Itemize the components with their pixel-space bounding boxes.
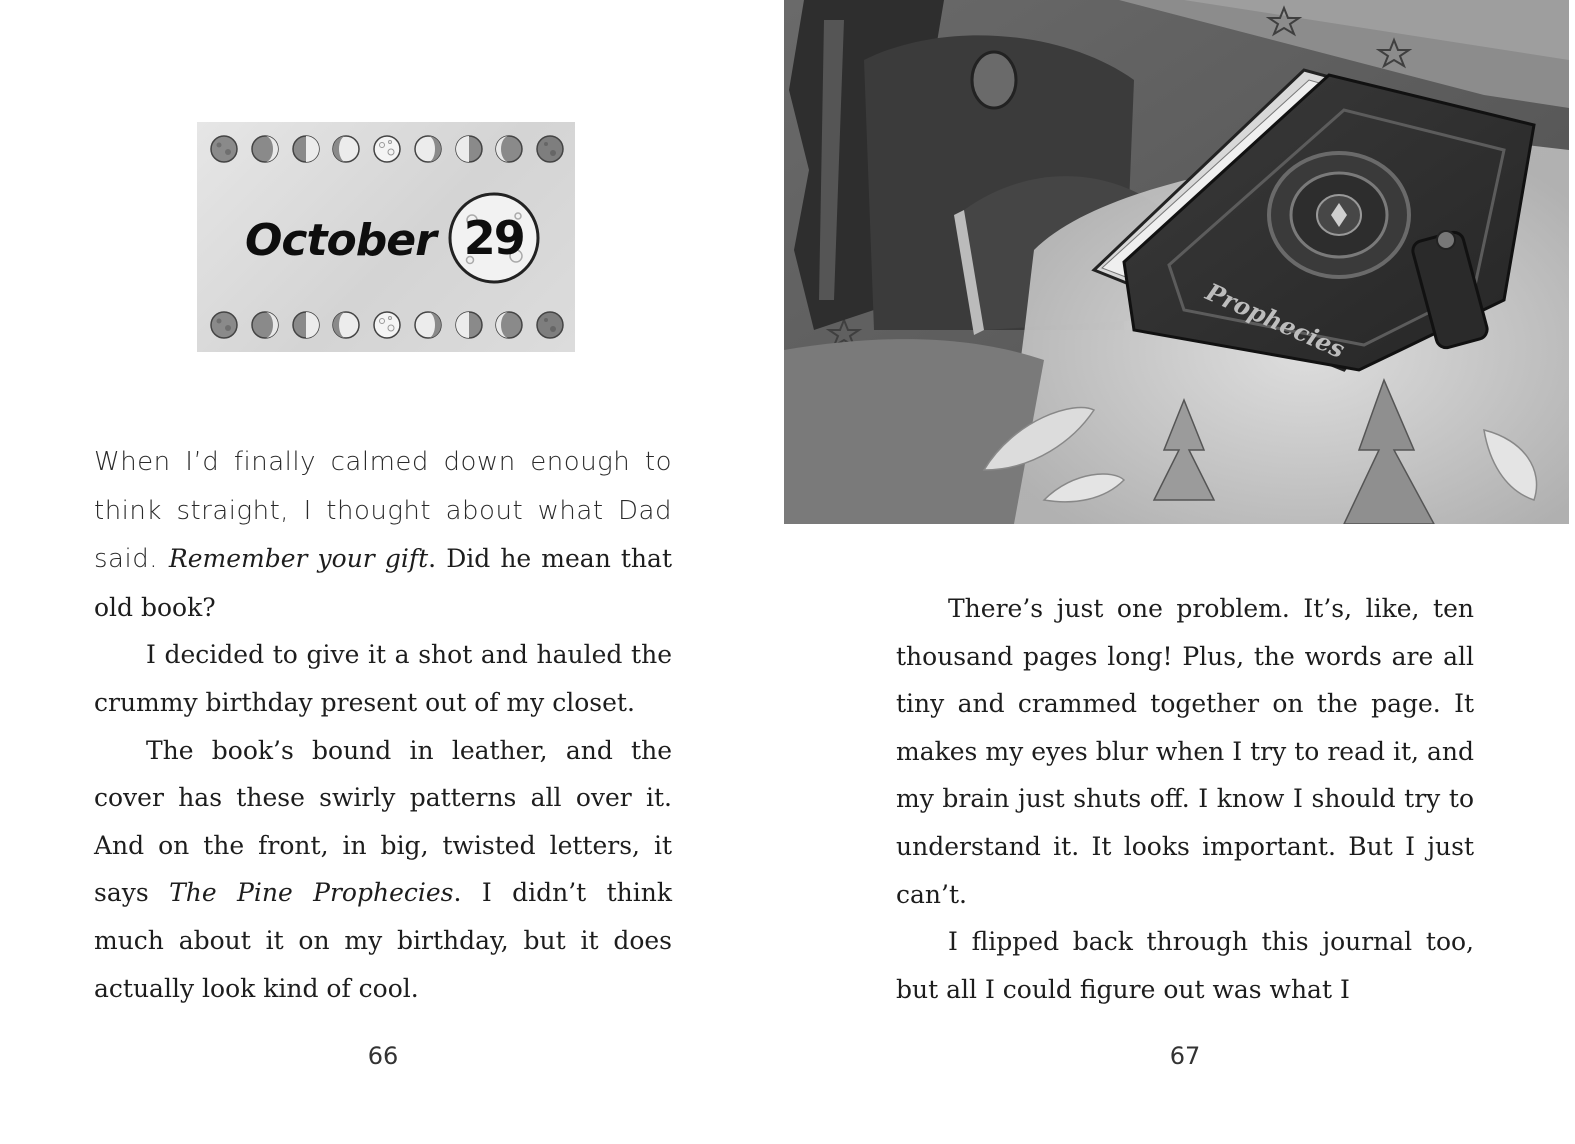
paragraph: I decided to give it a shot and hauled the crummy birthday present out of my closet. bbox=[94, 640, 672, 717]
paragraph bbox=[94, 727, 672, 1013]
paragraph: I flipped back through this journal too, but all I could figure out was what I bbox=[896, 927, 1474, 1004]
illustration-art bbox=[784, 0, 1569, 524]
full-moon-icon bbox=[372, 310, 402, 340]
right-page-body bbox=[896, 585, 1474, 1013]
date-card bbox=[197, 122, 575, 352]
waxing-gibbous-moon-icon bbox=[331, 310, 361, 340]
moon-phase-row-bottom bbox=[209, 308, 565, 342]
new-moon-icon bbox=[209, 134, 239, 164]
paragraph-text: The book’s bound in leather, and the cover has these swirly patterns all over it. And on the front, in big, twisted letters, it says bbox=[94, 735, 672, 908]
left-page-body bbox=[94, 438, 672, 1012]
waning-gibbous-moon-icon bbox=[413, 134, 443, 164]
paragraph bbox=[94, 438, 672, 631]
book-illustration bbox=[784, 0, 1569, 524]
last-quarter-moon-icon bbox=[454, 134, 484, 164]
new-moon-icon bbox=[535, 310, 565, 340]
italic-text: Remember your gift bbox=[168, 544, 429, 574]
first-quarter-moon-icon bbox=[291, 310, 321, 340]
waning-gibbous-moon-icon bbox=[413, 310, 443, 340]
page-number: 66 bbox=[367, 1042, 399, 1070]
full-moon-icon bbox=[372, 134, 402, 164]
moon-phase-row-top bbox=[209, 132, 565, 166]
left-page bbox=[0, 0, 787, 1144]
waxing-gibbous-moon-icon bbox=[331, 134, 361, 164]
waxing-crescent-moon-icon bbox=[250, 134, 280, 164]
book-title-text: Prophecies bbox=[1201, 276, 1350, 364]
new-moon-icon bbox=[209, 310, 239, 340]
first-quarter-moon-icon bbox=[291, 134, 321, 164]
paragraph: There’s just one problem. It’s, like, ten thousand pages long! Plus, the words are all tiny and crammed together on the page. It makes my eyes blur when I try to read it, and my brain just shuts off. I know I should try to understand it. It looks important. But I just can’t. bbox=[896, 594, 1474, 909]
last-quarter-moon-icon bbox=[454, 310, 484, 340]
handwritten-text: When I’d finally calmed down enough to think straight, I thought about what Dad said. bbox=[94, 447, 672, 575]
waning-crescent-moon-icon bbox=[494, 310, 524, 340]
date-heading bbox=[245, 204, 542, 276]
paragraph-text: . Did he mean that old book? bbox=[94, 544, 672, 622]
italic-text: The Pine Prophecies bbox=[169, 878, 454, 908]
paragraph-text: . I didn’t think much about it on my birthday, but it does actually look kind of cool. bbox=[94, 878, 673, 1003]
page-number: 67 bbox=[1169, 1042, 1201, 1070]
waning-crescent-moon-icon bbox=[494, 134, 524, 164]
waxing-crescent-moon-icon bbox=[250, 310, 280, 340]
date-day-badge bbox=[446, 190, 542, 286]
date-day: 29 bbox=[463, 211, 524, 265]
date-month: October bbox=[245, 214, 436, 266]
new-moon-icon bbox=[535, 134, 565, 164]
right-page bbox=[787, 0, 1575, 1144]
